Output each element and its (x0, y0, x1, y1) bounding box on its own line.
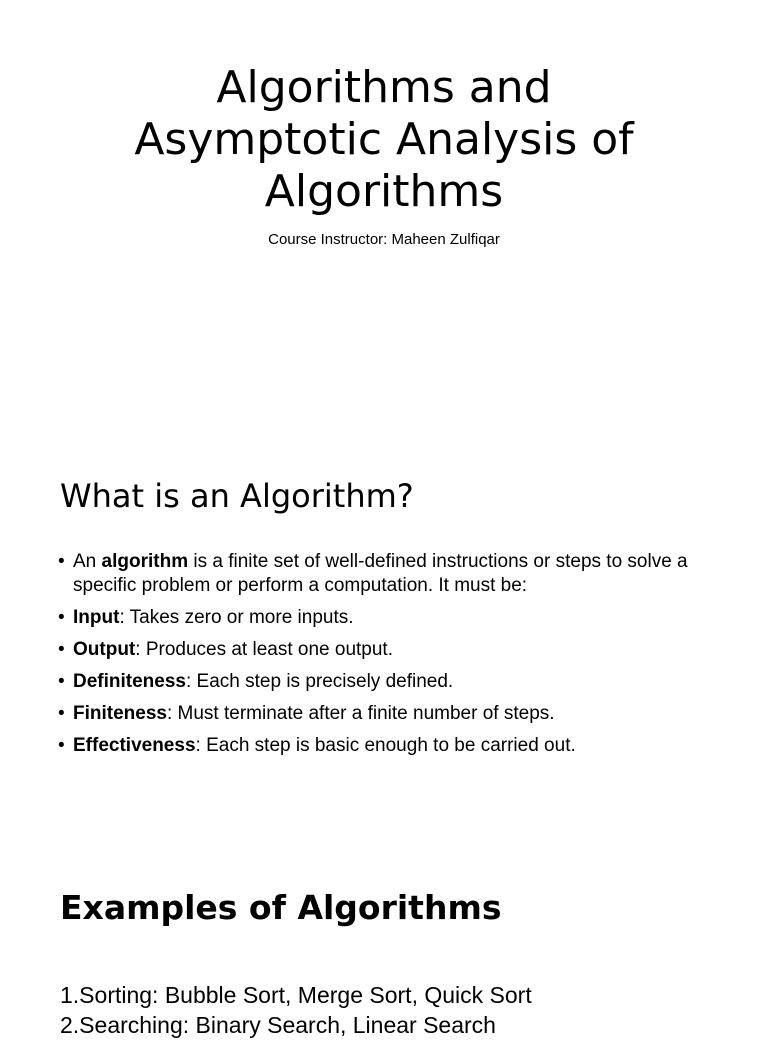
example-item: 2.Searching: Binary Search, Linear Search (60, 1012, 496, 1038)
bullet-item (58, 606, 698, 630)
title-line: Algorithms and (216, 62, 552, 113)
bullet-dot: • (58, 639, 65, 660)
bullet-term: Input (73, 607, 120, 628)
bullet-text: : Produces at least one output. (135, 639, 393, 660)
examples-heading: Examples of Algorithms (60, 888, 502, 927)
bullet-dot: • (58, 735, 65, 756)
bullet-item (58, 638, 698, 662)
bullet-dot: • (58, 703, 65, 724)
title-line: Algorithms (264, 166, 504, 217)
bullet-term: Definiteness (73, 671, 186, 692)
examples-list (60, 980, 760, 1040)
bullet-item (58, 734, 698, 758)
bullet-dot: • (58, 551, 65, 572)
bullet-text: : Takes zero or more inputs. (119, 607, 354, 628)
bullet-text: : Each step is basic enough to be carried out. (195, 735, 576, 756)
slide-subtitle: Course Instructor: Maheen Zulfiqar (268, 231, 500, 248)
bullet-term: algorithm (101, 551, 189, 572)
bullet-term: Output (73, 639, 136, 660)
bullet-item (58, 550, 698, 598)
bullet-term: Effectiveness (73, 735, 196, 756)
bullet-text: An (73, 551, 102, 572)
bullet-term: Finiteness (73, 703, 167, 724)
bullet-text: : Must terminate after a finite number of steps. (166, 703, 555, 724)
bullet-text: is a finite set of well-defined instructions or steps to solve a specific problem or perform a computation. It must be: (73, 551, 688, 596)
example-item: 1.Sorting: Bubble Sort, Merge Sort, Quick Sort (60, 982, 532, 1008)
slide-title (0, 62, 768, 218)
bullet-item (58, 702, 698, 726)
bullet-dot: • (58, 671, 65, 692)
bullet-dot: • (58, 607, 65, 628)
bullet-item (58, 670, 698, 694)
section-heading: What is an Algorithm? (60, 477, 414, 515)
bullet-list (58, 550, 698, 766)
title-line: Asymptotic Analysis of (134, 114, 634, 165)
bullet-text: : Each step is precisely defined. (185, 671, 454, 692)
